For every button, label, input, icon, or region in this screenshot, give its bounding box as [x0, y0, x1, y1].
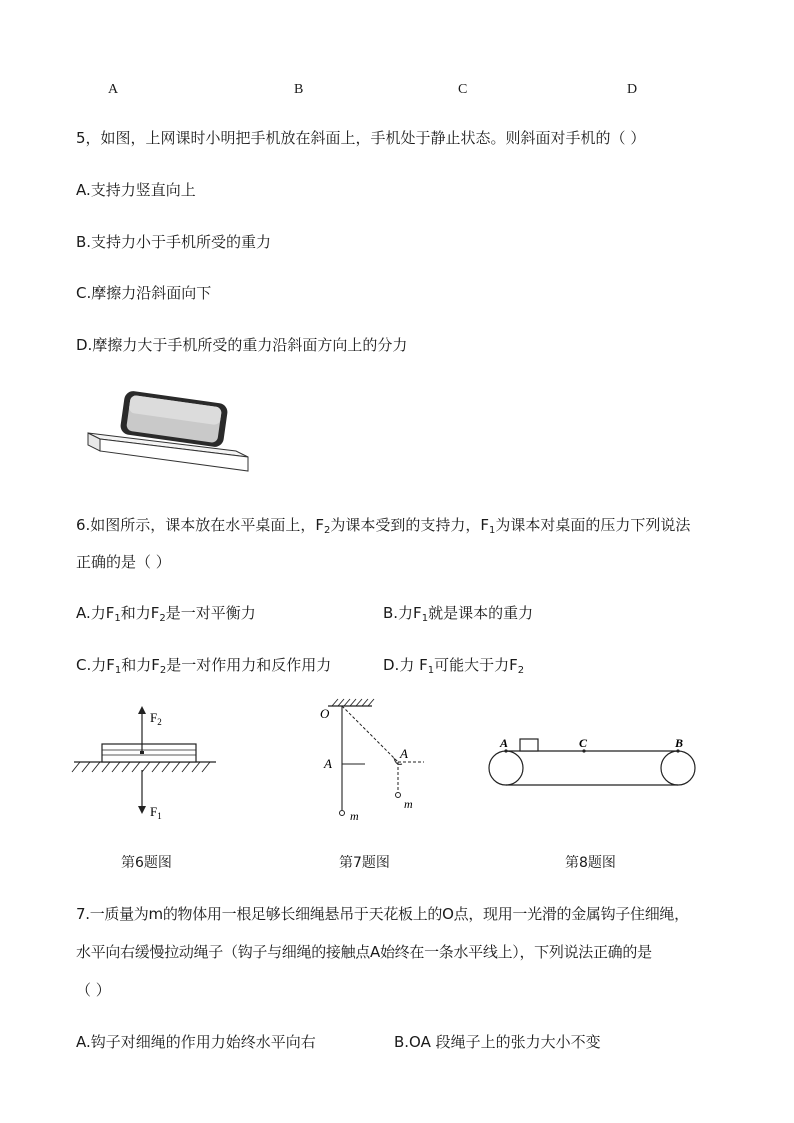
prev-option-label-d: D [627, 82, 638, 97]
q7-option-b: B.OA 段绳子上的张力大小不变 [394, 1033, 601, 1051]
q5-option-d: D.摩擦力大于手机所受的重力沿斜面方向上的分力 [76, 336, 408, 354]
prev-option-label-a: A [108, 82, 119, 97]
fig6-f1-label: $F_1$ [150, 804, 162, 821]
q6-option-a: A.力$F_1$和力$F_2$是一对平衡力 [76, 604, 256, 624]
q6-stem-line1: 6.如图所示，课本放在水平桌面上，$F_2$为课本受到的支持力，$F_1$为课本对桌面的压力下列说法 [76, 516, 691, 536]
q5-option-c: C.摩擦力沿斜面向下 [76, 284, 212, 302]
q5-option-a: A.支持力竖直向上 [76, 181, 196, 199]
fig6-book-forces [70, 700, 230, 830]
fig7-a-left-label: A [324, 756, 332, 771]
fig8-a-label: A [500, 736, 509, 750]
fig7-rope-hook [310, 696, 450, 826]
q6-option-c: C.力$F_1$和力$F_2$是一对作用力和反作用力 [76, 656, 332, 676]
q6-stem-line2: 正确的是（ ） [76, 553, 171, 571]
fig7-o-label: O [320, 706, 330, 721]
q5-phone-incline-figure [80, 385, 260, 485]
fig8-c-label: C [579, 736, 588, 750]
q7-stem-line2: 水平向右缓慢拉动绳子（钩子与细绳的接触点A始终在一条水平线上），下列说法正确的是 [76, 943, 652, 961]
fig8-b-label: B [675, 736, 684, 750]
fig7-a-right-label: A [400, 746, 408, 761]
q6-option-d: D.力 $F_1$可能大于力$F_2$ [383, 656, 525, 676]
q7-stem-line3: （ ） [76, 981, 111, 999]
q7-stem-line1: 7.一质量为m的物体用一根足够长细绳悬吊于天花板上的O点，现用一光滑的金属钩子住细绳， [76, 905, 689, 923]
fig6-f2-label: $F_2$ [150, 710, 162, 727]
prev-option-label-b: B [294, 82, 304, 97]
fig8-conveyor-belt [484, 730, 704, 800]
q7-option-a: A.钩子对细绳的作用力始终水平向右 [76, 1033, 316, 1051]
fig7-m-left-label: m [350, 809, 359, 823]
prev-option-label-c: C [458, 82, 468, 97]
q6-option-b: B.力$F_1$就是课本的重力 [383, 604, 534, 624]
fig7-caption: 第7题图 [339, 855, 390, 871]
fig6-caption: 第6题图 [121, 855, 172, 871]
q5-option-b: B.支持力小于手机所受的重力 [76, 233, 272, 251]
q5-stem: 5，如图，上网课时小明把手机放在斜面上，手机处于静止状态。则斜面对手机的（ ） [76, 129, 646, 147]
fig7-m-right-label: m [404, 797, 413, 811]
fig8-caption: 第8题图 [565, 855, 616, 871]
